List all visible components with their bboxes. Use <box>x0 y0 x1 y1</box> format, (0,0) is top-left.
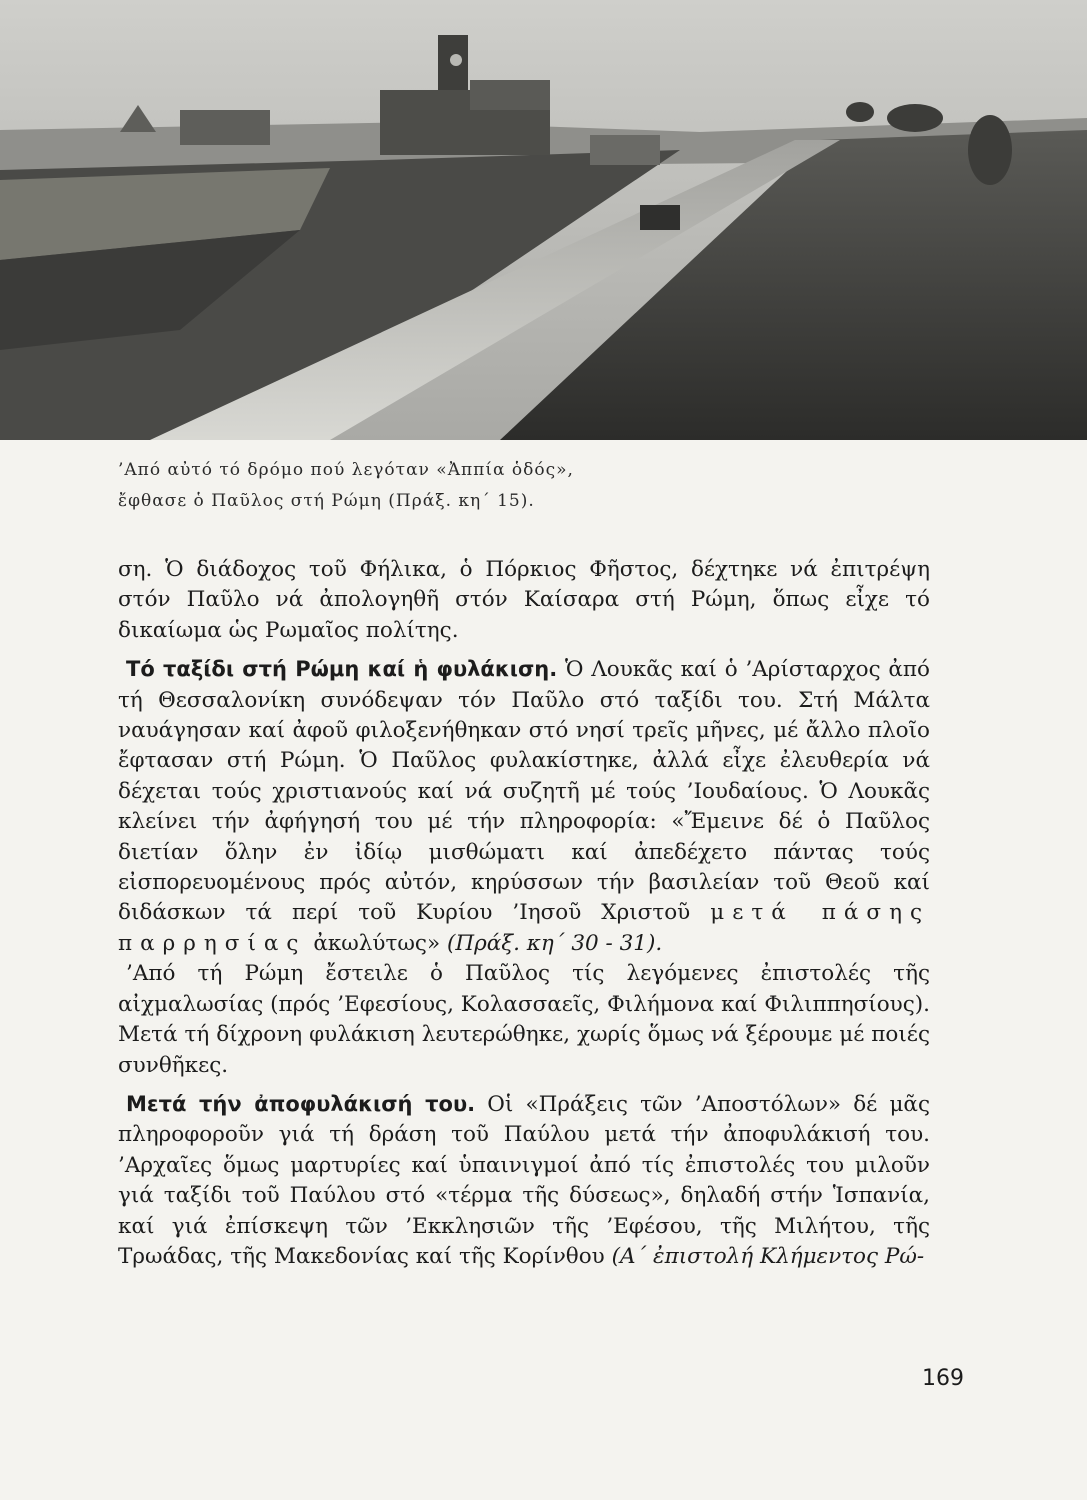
paragraph-2-end: ἀκωλύτως» <box>306 930 447 956</box>
section-heading-release: Μετά τήν ἀποφυλάκισή του. <box>126 1091 476 1116</box>
appian-way-illustration <box>0 0 1087 440</box>
appian-way-photo <box>0 0 1087 440</box>
section-heading-journey: Τό ταξίδι στή Ρώμη καί ἡ φυλάκιση. <box>126 657 558 682</box>
paragraph-4 <box>118 1089 930 1272</box>
caption-line-2: ἔφθασε ὁ Παῦλος στή Ρώμη (Πράξ. κη΄ 15). <box>118 491 535 511</box>
paragraph-4-reference: (Α΄ ἐπιστολή Κλήμεντος Ρώ- <box>611 1243 925 1269</box>
paragraph-2 <box>118 654 930 959</box>
caption-line-1: ’Από αὐτό τό δρόμο πού λεγόταν «Ἀππία ὁδός», <box>118 460 574 480</box>
paragraph-1: ση. Ὁ διάδοχος τοῦ Φήλικα, ὁ Πόρκιος Φῆστος, δέχτηκε νά ἐπιτρέψη στόν Παῦλο νά ἀπολογηθῆ στόν Καίσαρα στή Ρώμη, ὅπως εἶχε τό δικαίωμα ὡς Ρωμαῖος πολίτης. <box>118 557 930 643</box>
paragraph-4-text: Οἱ «Πράξεις τῶν ’Αποστόλων» δέ μᾶς πληροφοροῦν γιά τή δράση τοῦ Παύλου μετά τήν ἀποφυλάκισή του. ’Αρχαῖες ὅμως μαρτυρίες καί ὑπαινιγμοί ἀπό τίς ἐπιστολές του μιλοῦν γιά ταξίδι τοῦ Παύλου στό «τέρμα τῆς δύσεως», δηλαδή στήν Ἱσπανία, καί γιά ἐπίσκεψη τῶν ’Εκκλησιῶν τῆς ’Εφέσου, τῆς Μιλήτου, τῆς Τρωάδας, τῆς Μακεδονίας καί τῆς Κορίνθου <box>118 1091 930 1269</box>
photo-caption <box>118 455 918 517</box>
paragraph-2-spaced-text: μετά πάσης παρρησίας <box>118 900 930 956</box>
paragraph-2-text: Ὁ Λουκᾶς καί ὁ ’Αρίσταρχος ἀπό τή Θεσσαλονίκη συνόδεψαν τόν Παῦλο στό ταξίδι του. Στή Μάλτα ναυάγησαν καί ἀφοῦ φιλοξενήθηκαν στό νησί τρεῖς μῆνες, μέ ἄλλο πλοῖο ἔφτασαν στή Ρώμη. Ὁ Παῦλος φυλακίστηκε, ἀλλά εἶχε ἐλευθερία νά δέχεται τούς χριστιανούς καί νά συζητῆ μέ τούς ’Ιουδαίους. Ὁ Λουκᾶς κλείνει τήν ἀφήγησή του μέ τήν πληροφορία: «Ἔμεινε δέ ὁ Παῦλος διετίαν ὅλην ἐν ἰδίῳ μισθώματι καί ἀπεδέχετο πάντας τούς εἰσπορευομένους πρός αὐτόν, κηρύσσων τήν βασιλείαν τοῦ Θεοῦ καί διδάσκων τά περί τοῦ Κυρίου ’Ιησοῦ Χριστοῦ <box>118 657 930 926</box>
paragraph-3: ’Από τή Ρώμη ἔστειλε ὁ Παῦλος τίς λεγόμενες ἐπιστολές τῆς αἰχμαλωσίας (πρός ’Εφεσίους, Κολασσαεῖς, Φιλήμονα καί Φιλιππησίους). Μετά τή δίχρονη φυλάκιση λευτερώθηκε, χωρίς ὅμως νά ξέρουμε μέ ποιές συνθῆκες. <box>118 961 930 1078</box>
body-text <box>118 555 930 1272</box>
paragraph-2-reference: (Πράξ. κη΄ 30 - 31). <box>446 930 663 956</box>
page-number: 169 <box>922 1366 964 1391</box>
